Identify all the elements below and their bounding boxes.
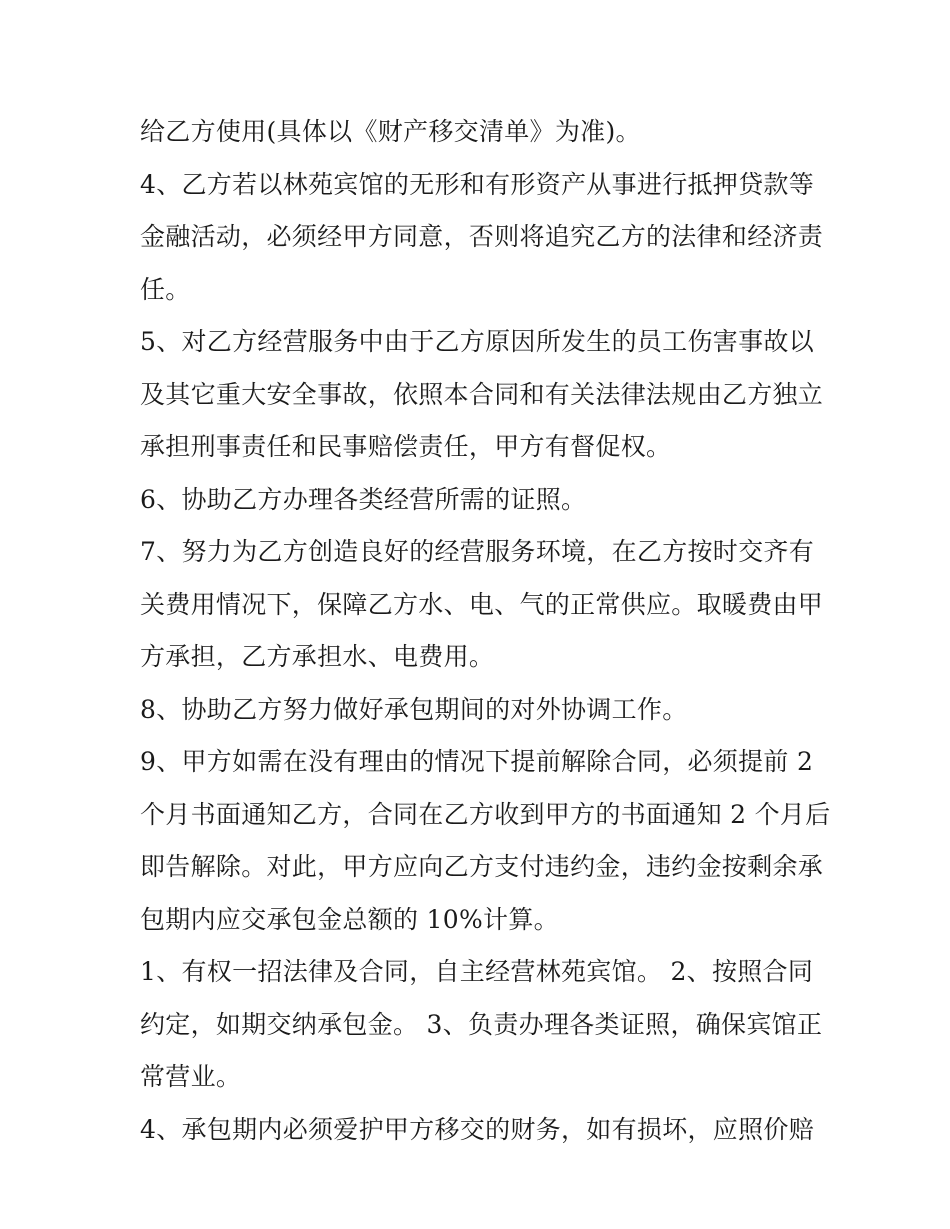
text-line: 常营业。 xyxy=(140,1062,242,1091)
text-line: 金融活动，必须经甲方同意，否则将追究乙方的法律和经济责 xyxy=(140,222,824,251)
text-line: 4、承包期内必须爱护甲方移交的财务，如有损坏，应照价赔 xyxy=(140,1114,815,1144)
text-line: 及其它重大安全事故，依照本合同和有关法律法规由乙方独立 xyxy=(140,379,824,409)
text-line: 1、有权一招法律及合同，自主经营林苑宾馆。 2、按照合同 xyxy=(140,957,814,986)
text-line: 5、对乙方经营服务中由于乙方原因所发生的员工伤害事故以 xyxy=(140,327,815,356)
text-line: 4、乙方若以林苑宾馆的无形和有形资产从事进行抵押贷款等 xyxy=(140,169,815,199)
text-line: 6、协助乙方办理各类经营所需的证照。 xyxy=(140,484,587,514)
text-line: 包期内应交承包金总额的 10%计算。 xyxy=(140,904,559,934)
text-line: 个月书面通知乙方，合同在乙方收到甲方的书面通知 2 个月后 xyxy=(140,799,831,829)
text-line: 即告解除。对此，甲方应向乙方支付违约金，违约金按剩余承 xyxy=(140,852,824,881)
text-line: 9、甲方如需在没有理由的情况下提前解除合同，必须提前 2 xyxy=(140,747,814,776)
text-line: 8、协助乙方努力做好承包期间的对外协调工作。 xyxy=(140,694,688,724)
text-line: 约定，如期交纳承包金。 3、负责办理各类证照，确保宾馆正 xyxy=(140,1009,823,1039)
text-line: 承担刑事责任和民事赔偿责任，甲方有督促权。 xyxy=(140,432,672,461)
document-body xyxy=(140,106,831,1156)
text-line: 给乙方使用(具体以《财产移交清单》为准)。 xyxy=(140,117,641,146)
text-line: 任。 xyxy=(140,274,191,304)
text-line: 7、努力为乙方创造良好的经营服务环境，在乙方按时交齐有 xyxy=(140,537,815,566)
text-line: 方承担，乙方承担水、电费用。 xyxy=(140,642,495,671)
text-line: 关费用情况下，保障乙方水、电、气的正常供应。取暖费由甲 xyxy=(140,589,824,619)
